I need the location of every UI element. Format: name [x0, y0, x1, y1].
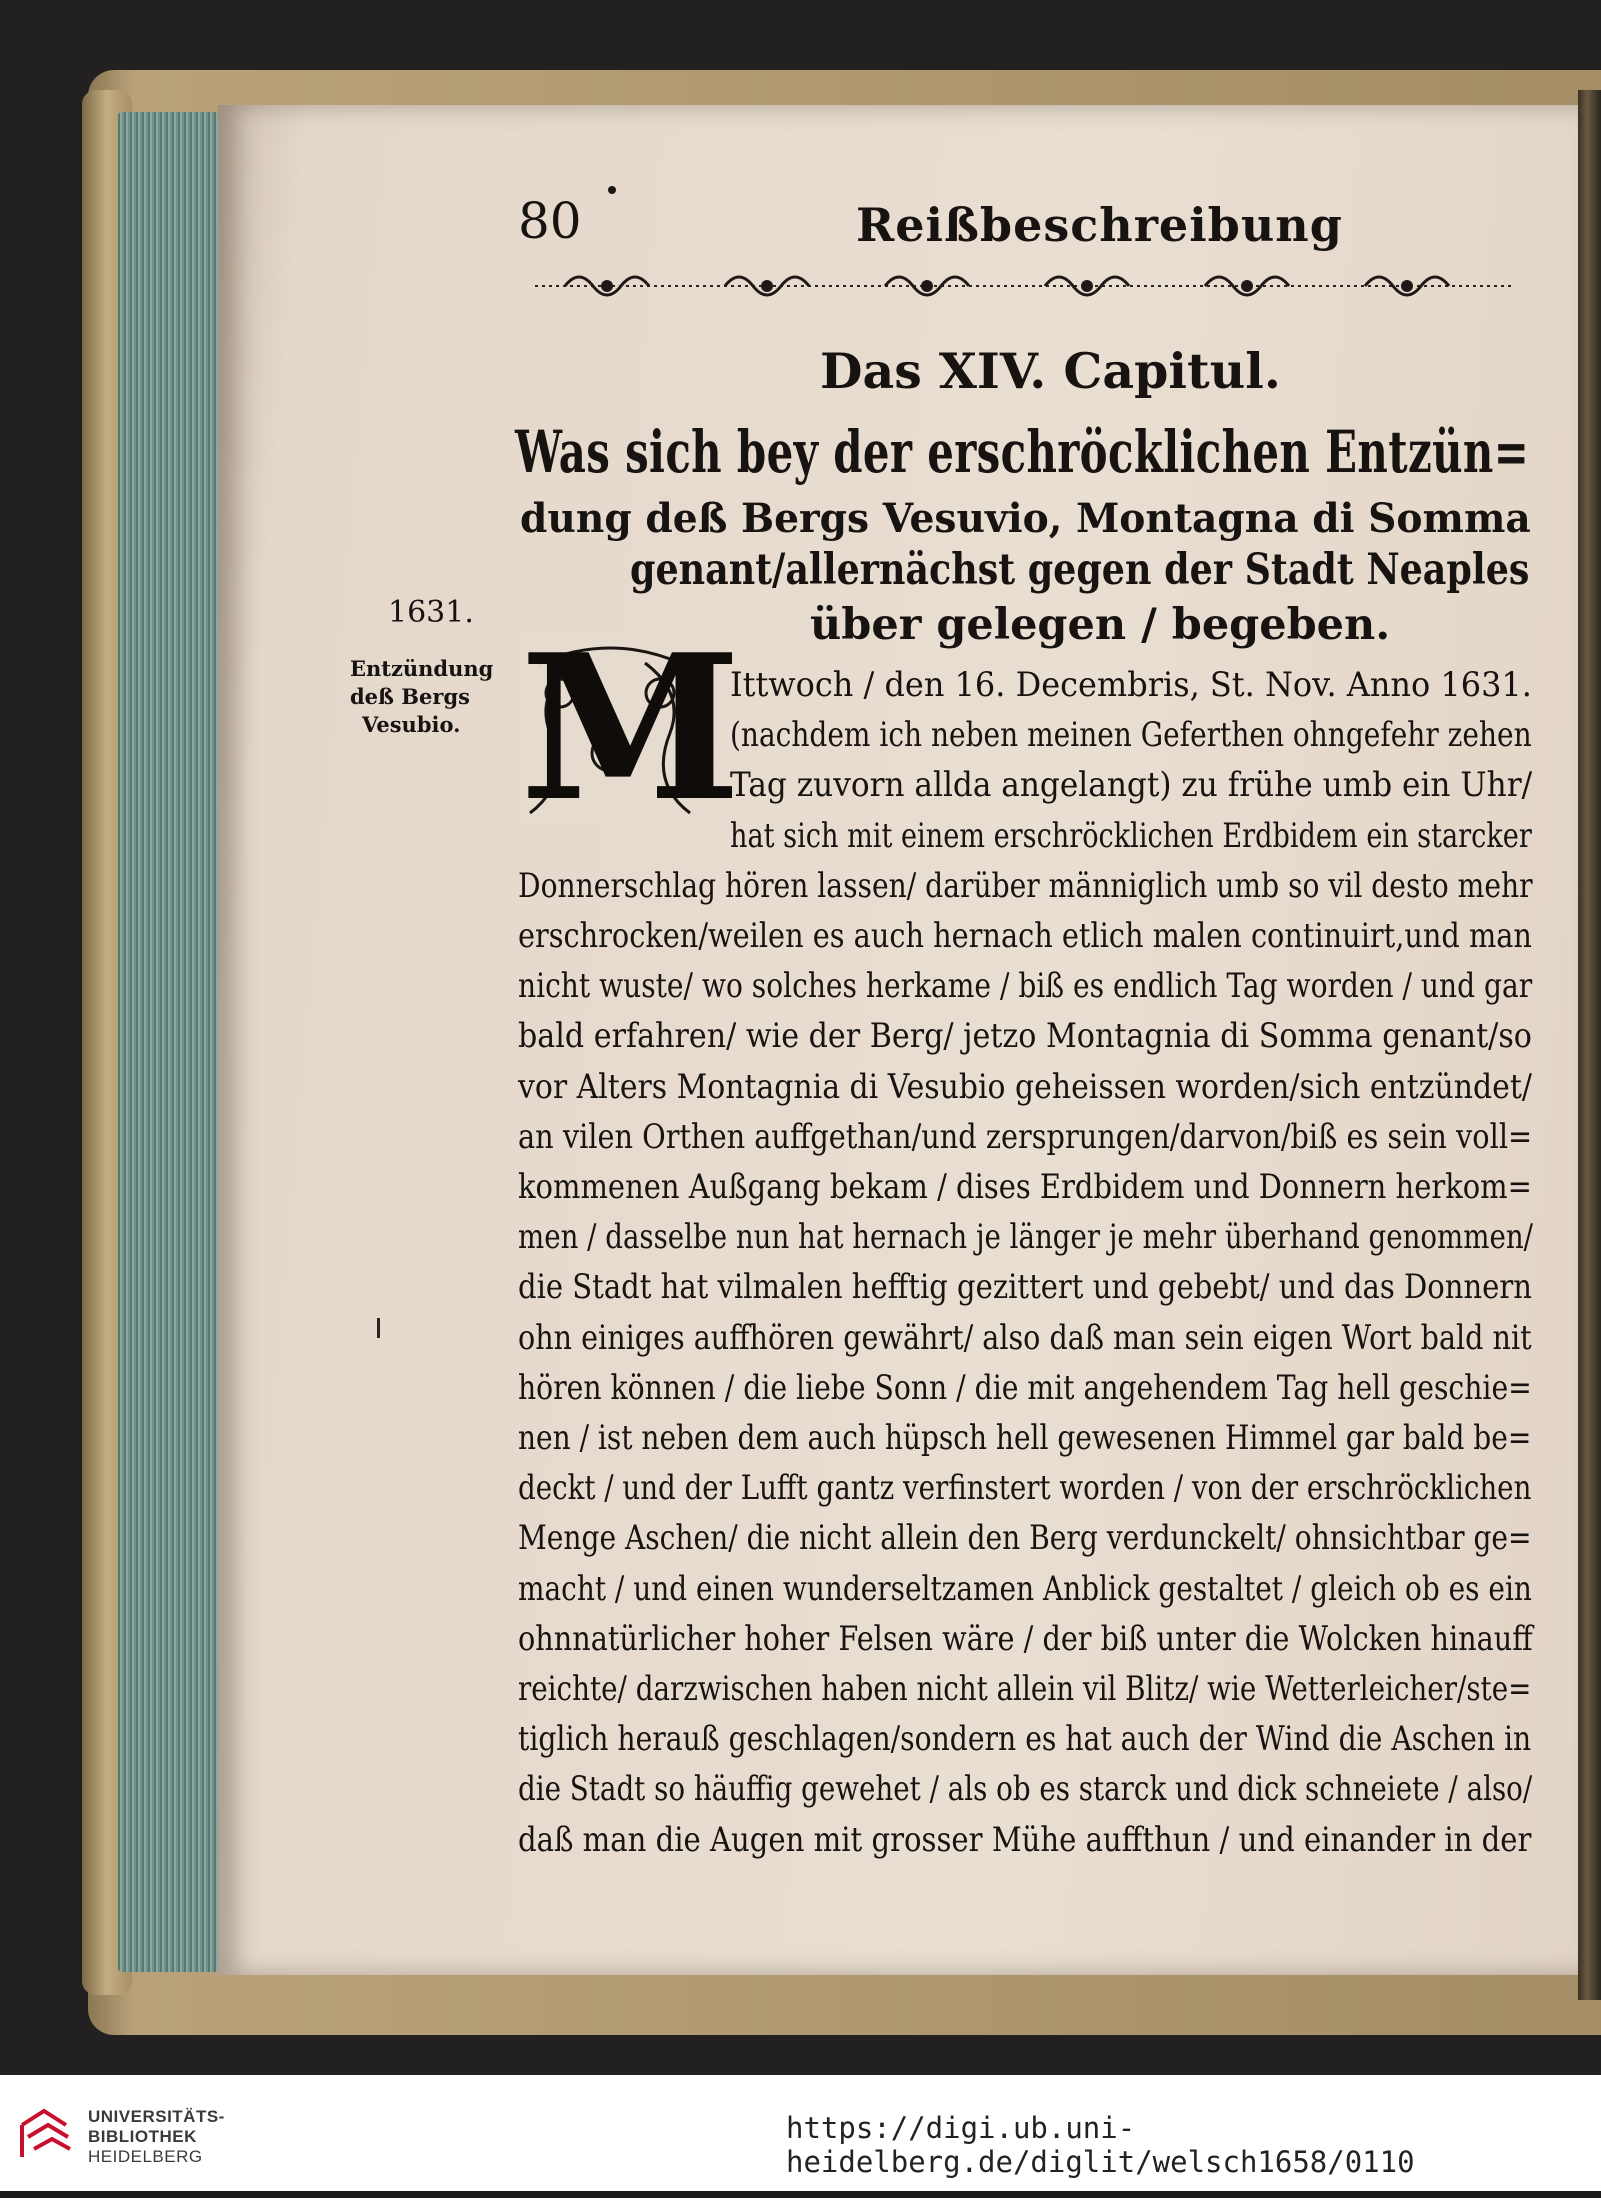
initial-letter: M — [520, 611, 742, 846]
body-text-line: ohn einiges auffhören gewährt/ also daß man sein eigen Wort bald nit — [518, 1318, 1532, 1358]
body-text-line: nen / ist neben dem auch hüpsch hell gewesenen Himmel gar bald be= — [518, 1418, 1532, 1458]
margin-note-line: deß Bergs — [350, 684, 470, 709]
body-text-line: (nachdem ich neben meinen Geferthen ohngefehr zehen — [730, 715, 1532, 755]
page-edges — [118, 112, 218, 1972]
body-text-line: bald erfahren/ wie der Berg/ jetzo Montagnia di Somma genant/so — [518, 1016, 1532, 1056]
running-title: Reißbeschreibung — [856, 198, 1343, 252]
chapter-title-line: genant/allernächst gegen der Stadt Neaples — [630, 545, 1530, 595]
chapter-number: Das XIV. Capitul. — [820, 342, 1281, 400]
viewer-footer — [0, 2075, 1601, 2191]
library-name-line: HEIDELBERG — [88, 2147, 203, 2166]
body-text-line: kommenen Außgang bekam / dises Erdbidem und Donnern herkom= — [518, 1167, 1532, 1207]
library-logo-icon — [18, 2103, 74, 2161]
body-text-line: reichte/ darzwischen haben nicht allein vil Blitz/ wie Wetterleicher/ste= — [518, 1669, 1532, 1709]
body-text-line: Menge Aschen/ die nicht allein den Berg verdunckelt/ ohnsichtbar ge= — [518, 1518, 1532, 1558]
margin-note-line: Vesubio. — [362, 712, 461, 737]
page-number: 80 — [518, 192, 582, 250]
body-text-line: Tag zuvorn allda angelangt) zu frühe umb ein Uhr/ — [730, 765, 1533, 805]
body-text-line: erschrocken/weilen es auch hernach etlich malen continuirt,und man — [518, 916, 1532, 956]
body-text-line: men / dasselbe nun hat hernach je länger je mehr überhand genommen/ — [518, 1217, 1533, 1257]
decorated-initial — [520, 611, 742, 846]
body-text-line: hat sich mit einem erschröcklichen Erdbidem ein starcker — [730, 816, 1532, 856]
body-text-line: vor Alters Montagnia di Vesubio geheissen worden/sich entzündet/ — [518, 1067, 1532, 1107]
body-text-line: ohnnatürlicher hoher Felsen wäre / der biß unter die Wolcken hinauff — [518, 1619, 1533, 1659]
body-text-line: nicht wuste/ wo solches herkame / biß es endlich Tag worden / und gar — [518, 966, 1533, 1006]
ink-dot — [608, 186, 616, 194]
body-text-line: an vilen Orthen auffgethan/und zersprungen/darvon/biß es sein voll= — [518, 1117, 1533, 1157]
body-text-line: macht / und einen wunderseltzamen Anblick gestaltet / gleich ob es ein — [518, 1569, 1532, 1609]
body-text-line: deckt / und der Lufft gantz verfinstert worden / von der erschröcklichen — [518, 1468, 1532, 1508]
body-text-line: tiglich herauß geschlagen/sondern es hat auch der Wind die Aschen in — [518, 1719, 1532, 1759]
body-text-line: Ittwoch / den 16. Decembris, St. Nov. Anno 1631. — [730, 665, 1532, 705]
right-binding — [1578, 90, 1601, 2000]
body-text-line: die Stadt so häuffig gewehet / als ob es starck und dick schneiete / also/ — [518, 1769, 1533, 1809]
body-text-line: die Stadt hat vilmalen hefftig gezittert und gebebt/ und das Donnern — [518, 1267, 1532, 1307]
library-name-line: BIBLIOTHEK — [88, 2127, 197, 2146]
library-name-line: UNIVERSITÄTS- — [88, 2107, 225, 2126]
chapter-title-line: Was sich bey der erschröcklichen Entzün= — [515, 418, 1530, 486]
margin-note-line: Entzündung — [350, 656, 494, 681]
permalink-url[interactable]: https://digi.ub.uni-heidelberg.de/diglit/welsch1658/0110 — [786, 2111, 1415, 2179]
body-text-line: Donnerschlag hören lassen/ darüber männiglich umb so vil desto mehr — [518, 866, 1533, 906]
margin-year: 1631. — [388, 595, 474, 630]
chapter-title-line: über gelegen / begeben. — [810, 600, 1391, 650]
body-text-line: daß man die Augen mit grosser Mühe auffthun / und einander in der — [518, 1820, 1532, 1860]
ornament-band — [535, 262, 1515, 310]
margin-tick — [377, 1318, 380, 1338]
body-text-line: hören können / die liebe Sonn / die mit angehendem Tag hell geschie= — [518, 1368, 1532, 1408]
chapter-title-line: dung deß Bergs Vesuvio, Montagna di Somma — [520, 495, 1531, 542]
